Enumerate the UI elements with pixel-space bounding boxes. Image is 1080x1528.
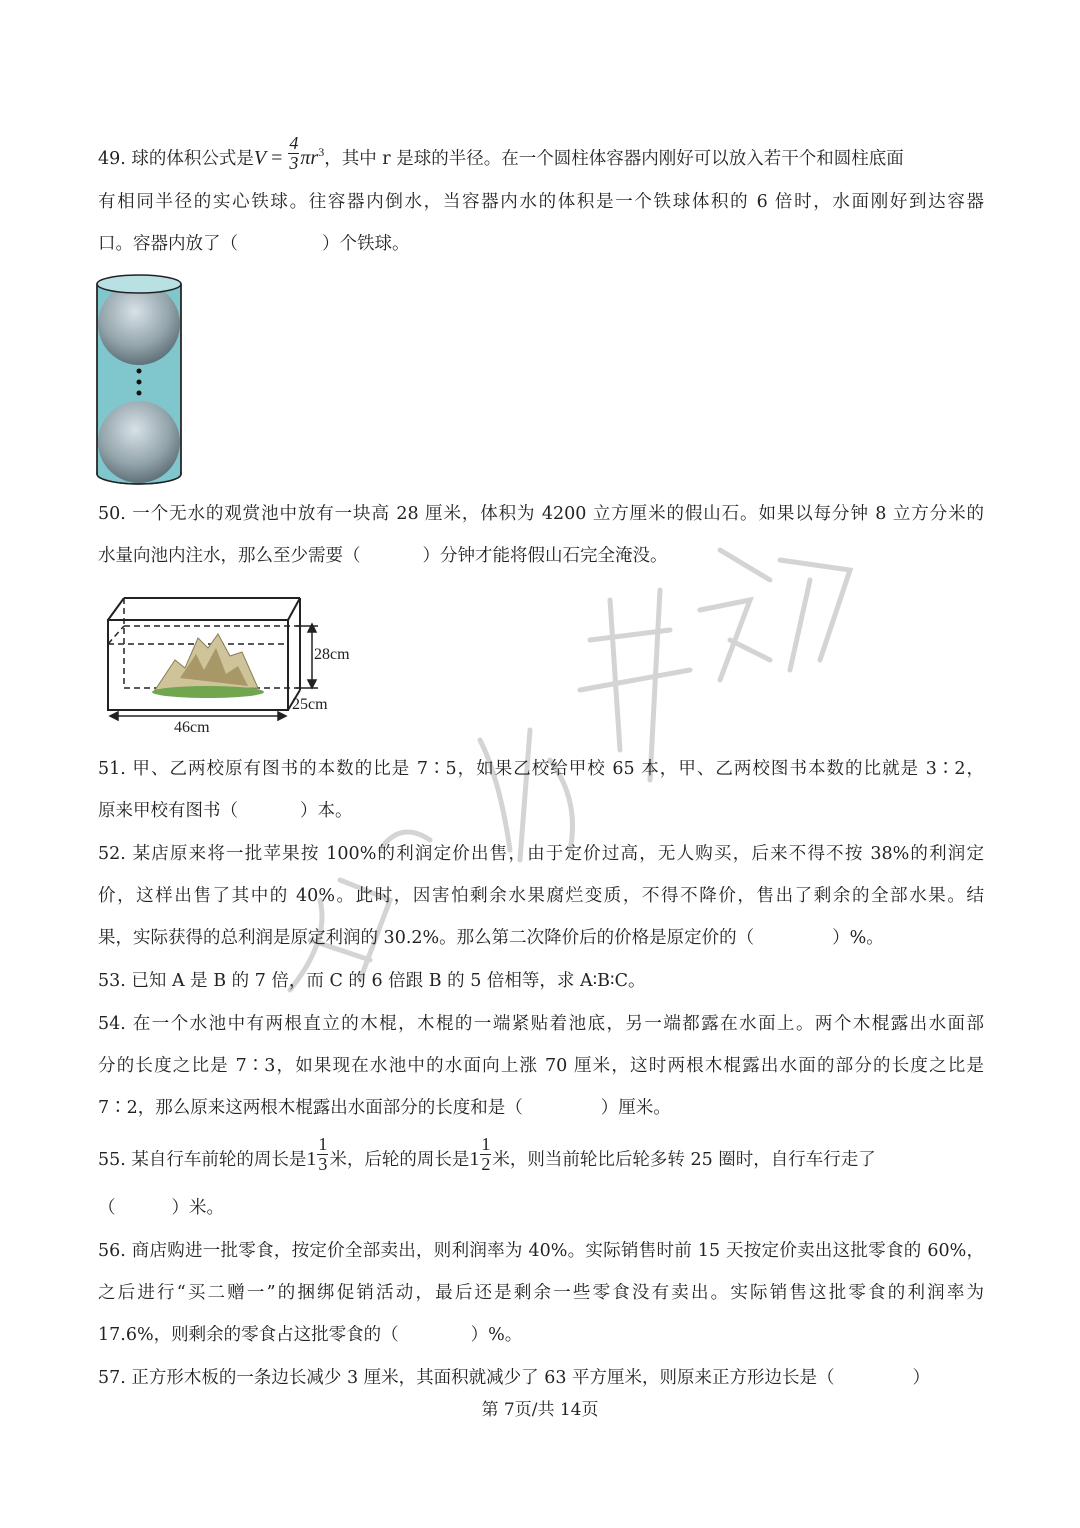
q51-line1: 51. 甲、乙两校原有图书的本数的比是 7∶5，如果乙校给甲校 65 本，甲、乙两校图书本数的比就是 3∶2， [98, 759, 984, 779]
length-label: 46cm [174, 719, 210, 736]
front-wheel-fraction: 1 $\frac{1}{3}$ [306, 1134, 328, 1174]
q49-line2: 有相同半径的实心铁球。往容器内倒水，当容器内水的体积是一个铁球体积的 6 倍时，水面刚好到达容器 [98, 192, 984, 212]
q49-text-b: ，其中 r 是球的半径。在一个圆柱体容器内刚好可以放入若干个和圆柱底面 [324, 149, 904, 169]
cylinder-top [97, 275, 181, 293]
q49-line1 [98, 132, 984, 173]
q52-line1: 52. 某店原来将一批苹果按 100%的利润定价出售，由于定价过高，无人购买，后来不得不按 38%的利润定 [98, 844, 984, 864]
q53-line1: 53. 已知 A 是 B 的 7 倍，而 C 的 6 倍跟 B 的 5 倍相等，求 A∶B∶C。 [98, 971, 646, 991]
q55-line1: 55. 某自行车前轮的周长是1 $\frac{1}{3}$ 米，后轮的周长是1 $\frac{1}{2}$ 米，则当前轮比后轮多转 25 圈时，自行车行走了 [98, 1134, 876, 1174]
sphere-top [98, 283, 180, 365]
ellipsis-dot [137, 391, 142, 396]
width-label: 25cm [292, 696, 328, 713]
q50-line2: 水量向池内注水，那么至少需要（ ）分钟才能将假山石完全淹没。 [98, 546, 668, 566]
q54-line1: 54. 在一个水池中有两根直立的木棍，木棍的一端紧贴着池底，另一端都露在水面上。两个木棍露出水面部 [98, 1014, 984, 1034]
q51-line2: 原来甲校有图书（ ）本。 [98, 801, 353, 821]
q55-line2: （ ）米。 [98, 1198, 224, 1218]
q54-line3: 7∶2，那么原来这两根木棍露出水面部分的长度和是（ ）厘米。 [98, 1098, 671, 1118]
ellipsis-dot [137, 369, 142, 374]
q49-text: 49. 球的体积公式是 [98, 149, 254, 169]
q56-line3: 17.6%，则剩余的零食占这批零食的（ ）%。 [98, 1325, 523, 1345]
page-number: 第 7页/共 14页 [481, 1400, 599, 1420]
q54-line2: 分的长度之比是 7∶3，如果现在水池中的水面向上涨 70 厘米，这时两根木棍露出水面的部分的长度之比是 [98, 1056, 984, 1076]
rear-wheel-fraction: 1 $\frac{1}{2}$ [469, 1134, 491, 1174]
q49-line3: 口。容器内放了（ ）个铁球。 [98, 234, 410, 254]
cylinder-figure [92, 272, 188, 488]
q52-line2: 价，这样出售了其中的 40%。此时，因害怕剩余水果腐烂变质，不得不降价，售出了剩余的全部水果。结 [98, 886, 984, 906]
volume-formula: V = $\frac{4}{3}$ $\pi r^3$ [253, 132, 325, 173]
q57-line1: 57. 正方形木板的一条边长减少 3 厘米，其面积就减少了 63 平方厘米，则原来正方形边长是（ ） [98, 1368, 931, 1388]
sphere-bottom [98, 401, 180, 483]
q50-line1: 50. 一个无水的观赏池中放有一块高 28 厘米，体积为 4200 立方厘米的假山石。如果以每分钟 8 立方分米的 [98, 504, 984, 524]
height-label: 28cm [314, 646, 350, 663]
q56-line1: 56. 商店购进一批零食，按定价全部卖出，则利润率为 40%。实际销售时前 15 天按定价卖出这批零食的 60%， [98, 1241, 984, 1261]
ellipsis-dot [137, 380, 142, 385]
pool-figure [100, 590, 370, 740]
q56-line2: 之后进行“买二赠一”的捆绑促销活动，最后还是剩余一些零食没有卖出。实际销售这批零食的利润率为 [98, 1283, 984, 1303]
q52-line3: 果，实际获得的总利润是原定利润的 30.2%。那么第二次降价后的价格是原定价的（ ）%。 [98, 928, 884, 948]
